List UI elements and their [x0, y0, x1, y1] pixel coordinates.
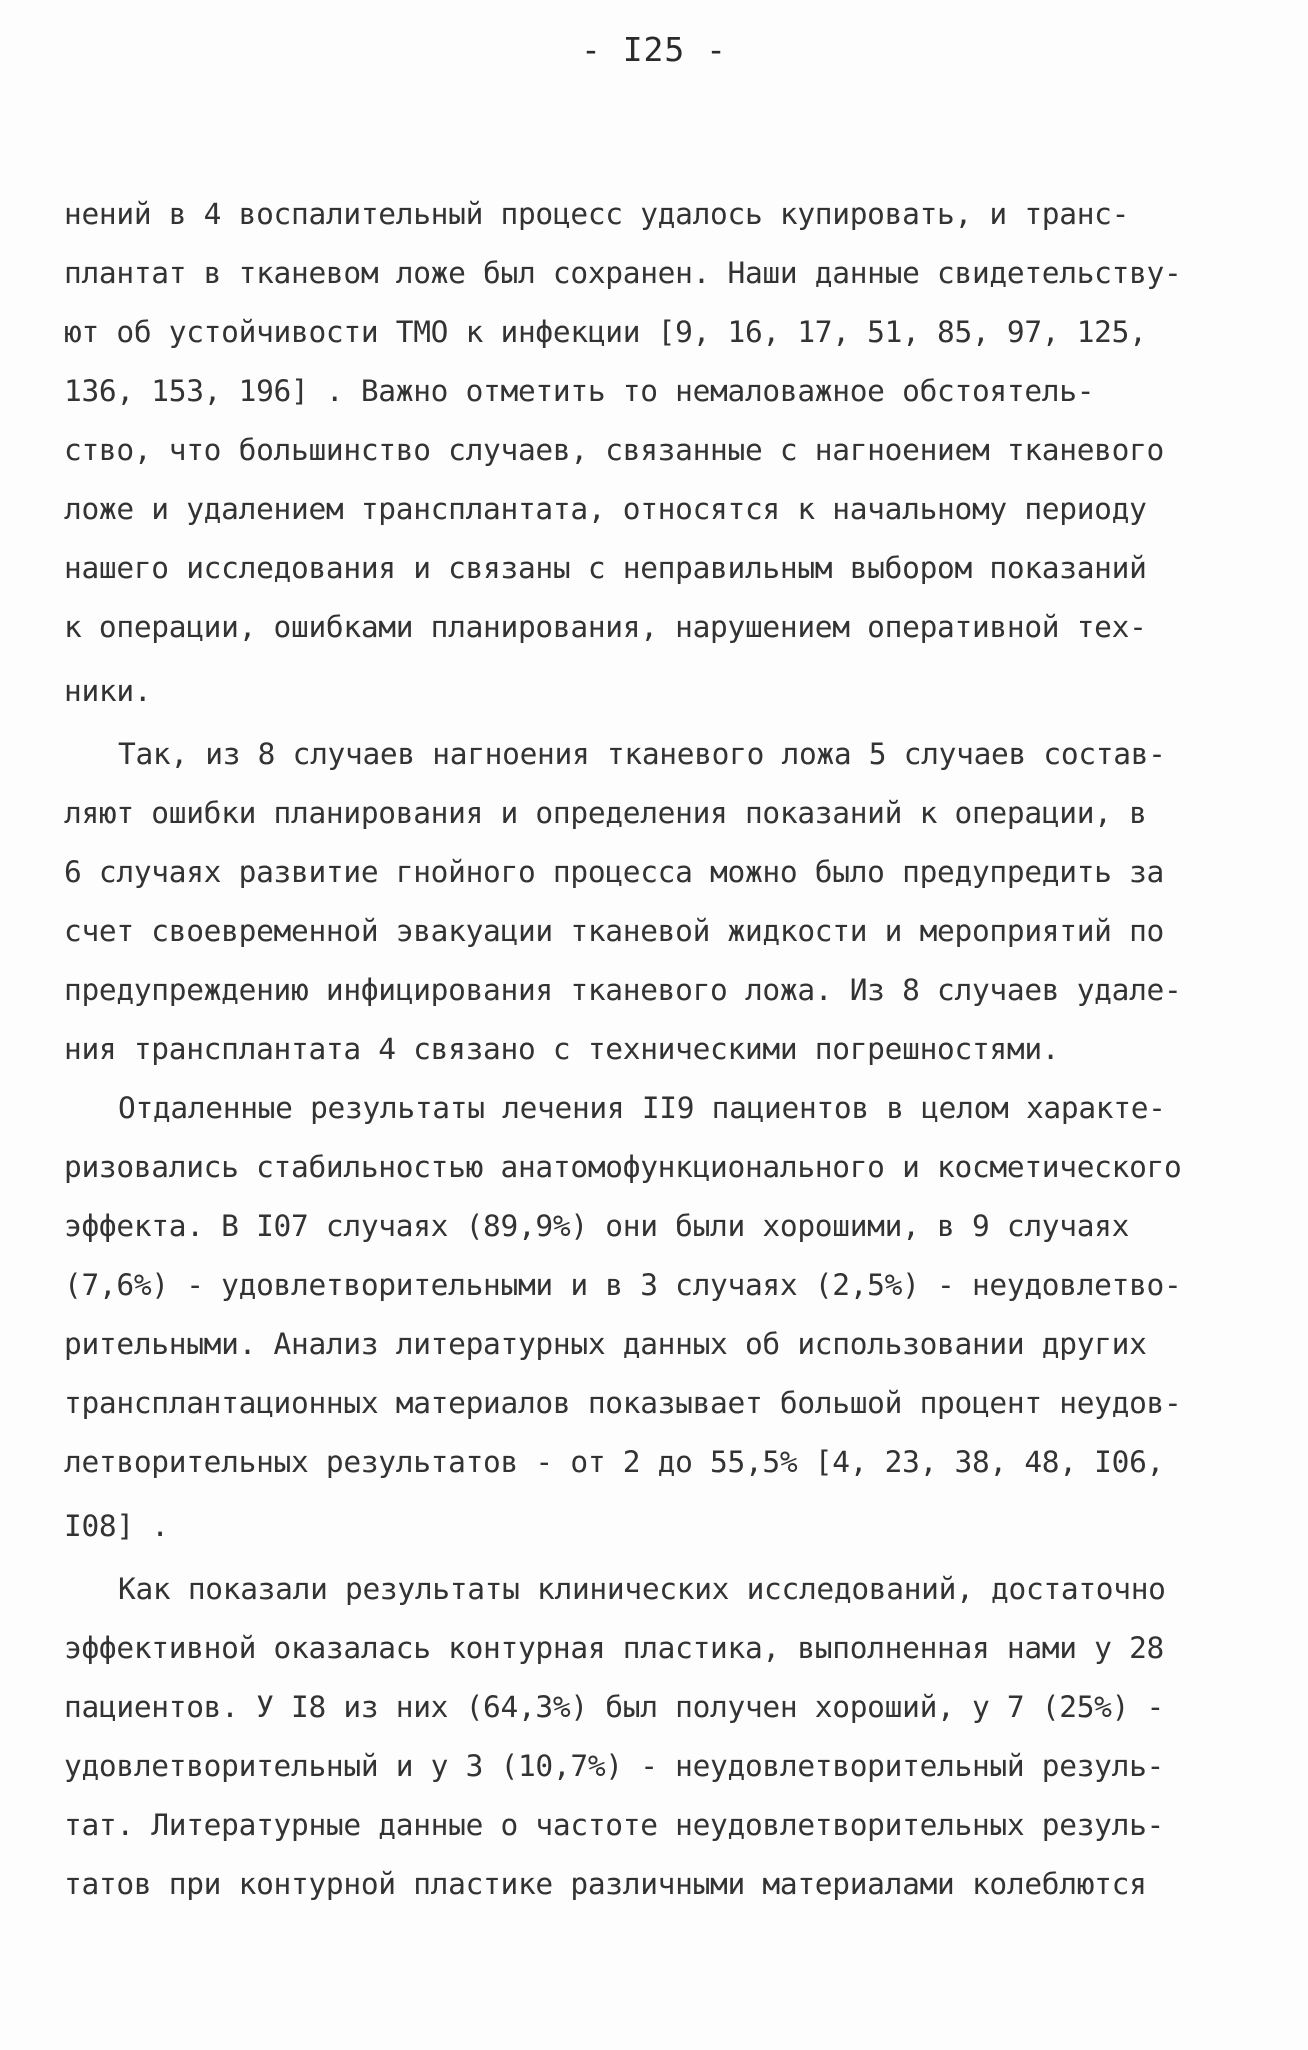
text-line: ство, что большинство случаев, связанные с нагноением тканевого: [64, 433, 1165, 467]
paragraph-first-line: Отдаленные результаты лечения II9 пациентов в целом характе-: [118, 1091, 1166, 1125]
paragraph-first-line: Так, из 8 случаев нагноения тканевого ложа 5 случаев состав-: [118, 737, 1166, 771]
text-line: ния трансплантата 4 связано с техническими погрешностями.: [64, 1032, 1060, 1066]
text-line: пациентов. У I8 из них (64,3%) был получен хороший, у 7 (25%) -: [64, 1690, 1165, 1724]
text-line: ризовались стабильностью анатомофункционального и косметического: [64, 1150, 1182, 1184]
body-text: [64, 185, 1254, 1914]
text-line: удовлетворительный и у 3 (10,7%) - неудовлетворительный резуль-: [64, 1749, 1165, 1783]
text-line: ют об устойчивости ТМО к инфекции [9, 16, 17, 51, 85, 97, 125,: [64, 315, 1147, 349]
text-line: (7,6%) - удовлетворительными и в 3 случаях (2,5%) - неудовлетво-: [64, 1268, 1182, 1302]
text-line: счет своевременной эвакуации тканевой жидкости и мероприятий по: [64, 914, 1165, 948]
page-number: - I25 -: [580, 30, 728, 69]
text-line: летворительных результатов - от 2 до 55,5% [4, 23, 38, 48, I06,: [64, 1445, 1165, 1479]
text-line: плантат в тканевом ложе был сохранен. Наши данные свидетельству-: [64, 256, 1182, 290]
text-line: ники.: [64, 674, 152, 708]
text-line: предупреждению инфицирования тканевого ложа. Из 8 случаев удале-: [64, 973, 1182, 1007]
text-line: рительными. Анализ литературных данных об использовании других: [64, 1327, 1147, 1361]
text-line: трансплантационных материалов показывает большой процент неудов-: [64, 1386, 1182, 1420]
text-line: ляют ошибки планирования и определения показаний к операции, в: [64, 796, 1147, 830]
text-line: эффективной оказалась контурная пластика, выполненная нами у 28: [64, 1631, 1165, 1665]
text-line: I08] .: [64, 1509, 169, 1543]
text-line: нений в 4 воспалительный процесс удалось купировать, и транс-: [64, 197, 1130, 231]
text-line: татов при контурной пластике различными материалами колеблются: [64, 1867, 1147, 1901]
text-line: эффекта. В I07 случаях (89,9%) они были хорошими, в 9 случаях: [64, 1209, 1130, 1243]
text-line: 6 случаях развитие гнойного процесса можно было предупредить за: [64, 855, 1165, 889]
paragraph-first-line: Как показали результаты клинических исследований, достаточно: [118, 1572, 1166, 1606]
text-line: ложе и удалением трансплантата, относятся к начальному периоду: [64, 492, 1147, 526]
text-line: нашего исследования и связаны с неправильным выбором показаний: [64, 551, 1147, 585]
text-line: 136, 153, 196] . Важно отметить то немаловажное обстоятель-: [64, 374, 1095, 408]
text-line: тат. Литературные данные о частоте неудовлетворительных резуль-: [64, 1808, 1165, 1842]
text-line: к операции, ошибками планирования, нарушением оперативной тех-: [64, 610, 1147, 644]
